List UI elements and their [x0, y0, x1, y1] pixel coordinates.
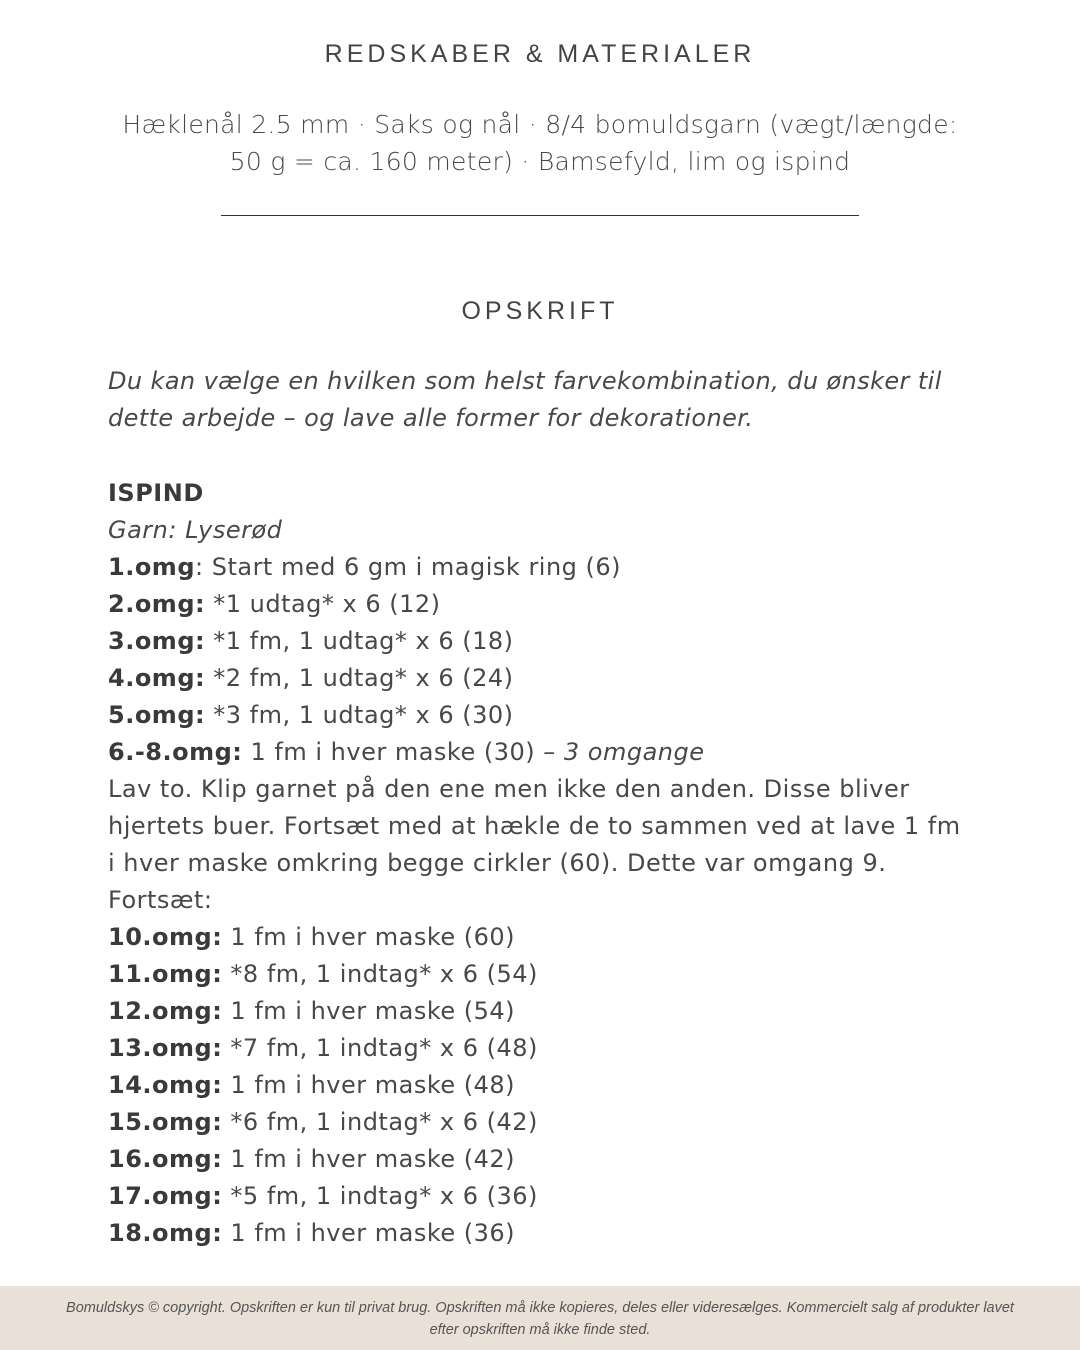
- round-label: 5.omg:: [108, 701, 206, 729]
- round-line: [108, 1215, 1008, 1252]
- round-line: [108, 623, 1008, 660]
- intro-line-1: Du kan vælge en hvilken som helst farvekombination, du ønsker til: [108, 367, 942, 395]
- materials-title: REDSKABER & MATERIALER: [324, 40, 756, 68]
- round-line: [108, 1067, 1008, 1104]
- round-line: [108, 549, 1008, 586]
- round-label: 13.omg:: [108, 1034, 223, 1062]
- round-line: [108, 993, 1008, 1030]
- round-line: [108, 1104, 1008, 1141]
- paragraph-line: Lav to. Klip garnet på den ene men ikke den anden. Disse bliver: [108, 775, 910, 803]
- yarn-color: Garn: Lyserød: [108, 516, 283, 544]
- round-label: 11.omg:: [108, 960, 223, 988]
- paragraph-line: Fortsæt:: [108, 886, 213, 914]
- round-line: [108, 956, 1008, 993]
- round-label: 16.omg:: [108, 1145, 223, 1173]
- copyright-footer: [0, 1286, 1080, 1350]
- intro-line-2: dette arbejde – og lave alle former for dekorationer.: [108, 404, 754, 432]
- materials-list: [100, 106, 980, 180]
- round-label: 18.omg:: [108, 1219, 223, 1247]
- round-text: *8 fm, 1 indtag* x 6 (54): [222, 960, 538, 988]
- section-heading: ISPIND: [108, 479, 204, 507]
- copyright-text: [30, 1297, 1050, 1341]
- round-line: [108, 919, 1008, 956]
- round-text: *6 fm, 1 indtag* x 6 (42): [222, 1108, 538, 1136]
- round-text: 1 fm i hver maske (48): [222, 1071, 516, 1099]
- round-text: *1 fm, 1 udtag* x 6 (18): [205, 627, 514, 655]
- section-divider: [221, 215, 859, 216]
- round-text: 1 fm i hver maske (36): [222, 1219, 516, 1247]
- round-line: [108, 586, 1008, 623]
- round-text: *5 fm, 1 indtag* x 6 (36): [222, 1182, 538, 1210]
- round-label: 4.omg:: [108, 664, 206, 692]
- round-line: [108, 660, 1008, 697]
- materials-line-1: Hæklenål 2.5 mm · Saks og nål · 8/4 bomuldsgarn (vægt/længde:: [122, 110, 958, 139]
- round-label: 15.omg:: [108, 1108, 223, 1136]
- copyright-line-1: Bomuldskys © copyright. Opskriften er kun til privat brug. Opskriften må ikke kopieres, deles eller videresælges. Kommercielt salg af produkter lavet: [66, 1300, 1014, 1316]
- round-line: [108, 1141, 1008, 1178]
- round-label: 2.omg:: [108, 590, 206, 618]
- recipe-body: [108, 475, 1008, 1252]
- round-note: 3 omgange: [563, 738, 705, 766]
- round-line: [108, 1030, 1008, 1067]
- paragraph-line: hjertets buer. Fortsæt med at hækle de to sammen ved at lave 1 fm: [108, 812, 961, 840]
- round-text: 1 fm i hver maske (60): [222, 923, 516, 951]
- recipe-title: OPSKRIFT: [461, 297, 619, 325]
- round-text: 1 fm i hver maske (30) –: [242, 738, 564, 766]
- round-text: : Start med 6 gm i magisk ring (6): [195, 553, 622, 581]
- round-label: 10.omg:: [108, 923, 223, 951]
- recipe-intro: [108, 363, 988, 437]
- paragraph-line: i hver maske omkring begge cirkler (60). Dette var omgang 9.: [108, 849, 887, 877]
- round-text: 1 fm i hver maske (54): [222, 997, 516, 1025]
- round-label: 17.omg:: [108, 1182, 223, 1210]
- round-label: 3.omg:: [108, 627, 206, 655]
- round-line: [108, 1178, 1008, 1215]
- round-label: 14.omg:: [108, 1071, 223, 1099]
- round-text: *2 fm, 1 udtag* x 6 (24): [205, 664, 514, 692]
- round-line: [108, 734, 1008, 771]
- materials-line-2: 50 g = ca. 160 meter) · Bamsefyld, lim og ispind: [229, 147, 851, 176]
- round-label: 6.-8.omg:: [108, 738, 243, 766]
- round-text: *1 udtag* x 6 (12): [205, 590, 441, 618]
- round-text: *7 fm, 1 indtag* x 6 (48): [222, 1034, 538, 1062]
- round-text: 1 fm i hver maske (42): [222, 1145, 516, 1173]
- copyright-line-2: efter opskriften må ikke finde sted.: [429, 1322, 651, 1338]
- round-label: 12.omg:: [108, 997, 223, 1025]
- round-text: *3 fm, 1 udtag* x 6 (30): [205, 701, 514, 729]
- round-line: [108, 697, 1008, 734]
- round-label: 1.omg: [108, 553, 195, 581]
